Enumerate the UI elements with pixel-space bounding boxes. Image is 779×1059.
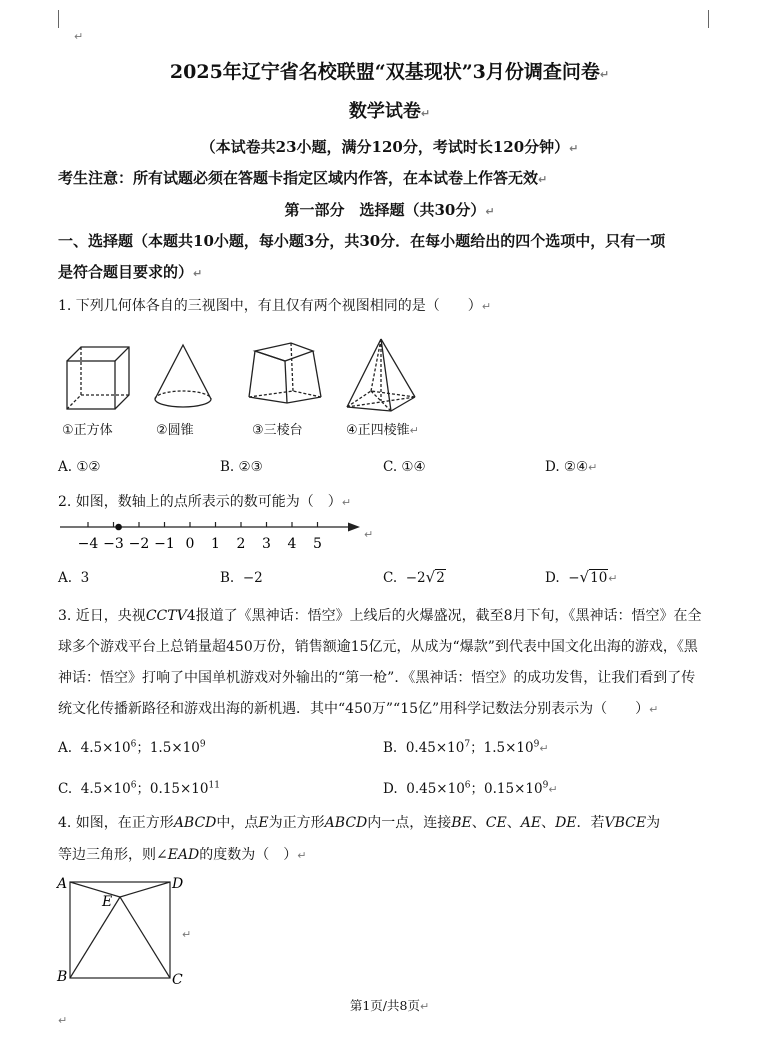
tick-label: −1 bbox=[154, 536, 175, 552]
q2-option-c: C. −2√2 bbox=[383, 568, 445, 586]
q1-option-a: A. ①② bbox=[58, 459, 101, 475]
tick-label: 5 bbox=[313, 536, 322, 552]
q2-option-b: B. −2 bbox=[220, 570, 263, 586]
tick-label: −3 bbox=[103, 536, 124, 552]
cube-shape bbox=[67, 347, 129, 409]
q1-option-c: C. ①④ bbox=[383, 459, 426, 475]
section-heading-line1: 一、选择题（本题共10小题，每小题3分，共30分．在每小题给出的四个选项中，只有一项 bbox=[58, 232, 666, 250]
caption-cube: ①正方体 bbox=[62, 423, 113, 438]
subject-title: 数学试卷↵ bbox=[348, 101, 431, 122]
cone-shape bbox=[155, 345, 211, 407]
paragraph-mark: ↵ bbox=[182, 928, 192, 941]
page-footer: 第1页/共8页↵ bbox=[349, 998, 430, 1013]
q2-option-a: A. 3 bbox=[58, 570, 90, 586]
label-a: A bbox=[57, 876, 68, 892]
square-figure bbox=[56, 872, 196, 990]
arrow-icon bbox=[348, 523, 360, 532]
caption-pyramid: ④正四棱锥↵ bbox=[346, 423, 419, 438]
exam-title: 2025年辽宁省名校联盟“双基现状”3月份调查问卷↵ bbox=[169, 61, 610, 83]
q2-option-d: D. −√10↵ bbox=[545, 568, 618, 586]
paragraph-mark: ↵ bbox=[364, 528, 374, 541]
label-c: C bbox=[172, 972, 183, 988]
exam-info: （本试卷共23小题，满分120分，考试时长120分钟）↵ bbox=[200, 138, 579, 156]
q3-option-d: D. $0.45\times 10^6$；$0.15\times 10^9↵$ bbox=[383, 780, 558, 797]
square-pyramid-shape bbox=[347, 339, 415, 411]
exam-notice: 考生注意：所有试题必须在答题卡指定区域内作答，在本试卷上作答无效↵ bbox=[58, 169, 548, 187]
q3-option-b: B. $0.45\times 10^7$；$1.5\times 10^9↵$ bbox=[383, 739, 549, 756]
caption-cone: ②圆锥 bbox=[156, 423, 194, 438]
triangular-frustum-shape bbox=[249, 343, 321, 403]
question-4-line1: 4. 如图，在正方形ABCD中，点E为正方形ABCD内一点，连接BE、CE、AE、DE．若VBCE为 bbox=[58, 815, 661, 831]
section-heading-line2: 是符合题目要求的）↵ bbox=[58, 263, 203, 281]
tick-label: 2 bbox=[236, 536, 246, 552]
question-3-line2: 球多个游戏平台上总销量超450万份，销售额逾15亿元，从成为“爆款”到代表中国文化出海的游戏，《黑 bbox=[58, 639, 698, 655]
q1-option-b: B. ②③ bbox=[220, 459, 263, 475]
paragraph-mark: ↵ bbox=[74, 30, 84, 43]
caption-frustum: ③三棱台 bbox=[252, 423, 303, 438]
q3-option-c: C. $4.5\times 10^6$；$0.15\times 10^{11}$ bbox=[58, 780, 220, 797]
question-3-line4: 统文化传播新路径和游戏出海的新机遇．其中“450万”“15亿”用科学记数法分别表示为（ ）↵ bbox=[58, 701, 659, 717]
question-4-line2: 等边三角形，则∠EAD的度数为（ ）↵ bbox=[58, 847, 307, 863]
q1-solids-figure bbox=[55, 333, 445, 415]
q3-option-a: A. $4.5\times 10^6$；$1.5\times 10^9$ bbox=[58, 739, 206, 756]
tick-label: −2 bbox=[128, 536, 150, 552]
label-b: B bbox=[57, 969, 68, 985]
question-3-line3: 神话：悟空》打响了中国单机游戏对外输出的“第一枪”．《黑神话：悟空》的成功发售，让我们看到了传 bbox=[58, 670, 696, 686]
question-2-stem: 2. 如图，数轴上的点所表示的数可能为（ ）↵ bbox=[58, 494, 352, 510]
label-d: D bbox=[172, 876, 184, 892]
tick-label: 4 bbox=[287, 536, 297, 552]
corner-mark-left bbox=[58, 10, 59, 28]
question-1-stem: 1. 下列几何体各自的三视图中，有且仅有两个视图相同的是（ ）↵ bbox=[58, 298, 492, 314]
question-3-line1: 3. 近日，央视CCTV4报道了《黑神话：悟空》上线后的火爆盛况，截至8月下旬，《黑神话：悟空》在全 bbox=[58, 608, 702, 624]
tick-label: 1 bbox=[211, 536, 220, 552]
tick-label: −4 bbox=[77, 536, 99, 552]
number-point bbox=[115, 524, 122, 531]
paragraph-mark: ↵ bbox=[58, 1014, 68, 1027]
number-line bbox=[58, 517, 378, 557]
tick-label: 0 bbox=[185, 536, 195, 552]
part-heading: 第一部分 选择题（共30分）↵ bbox=[284, 201, 495, 219]
label-e: E bbox=[102, 894, 113, 910]
q1-option-d: D. ②④↵ bbox=[545, 459, 598, 475]
tick-label: 3 bbox=[262, 536, 271, 552]
corner-mark-right bbox=[708, 10, 709, 28]
